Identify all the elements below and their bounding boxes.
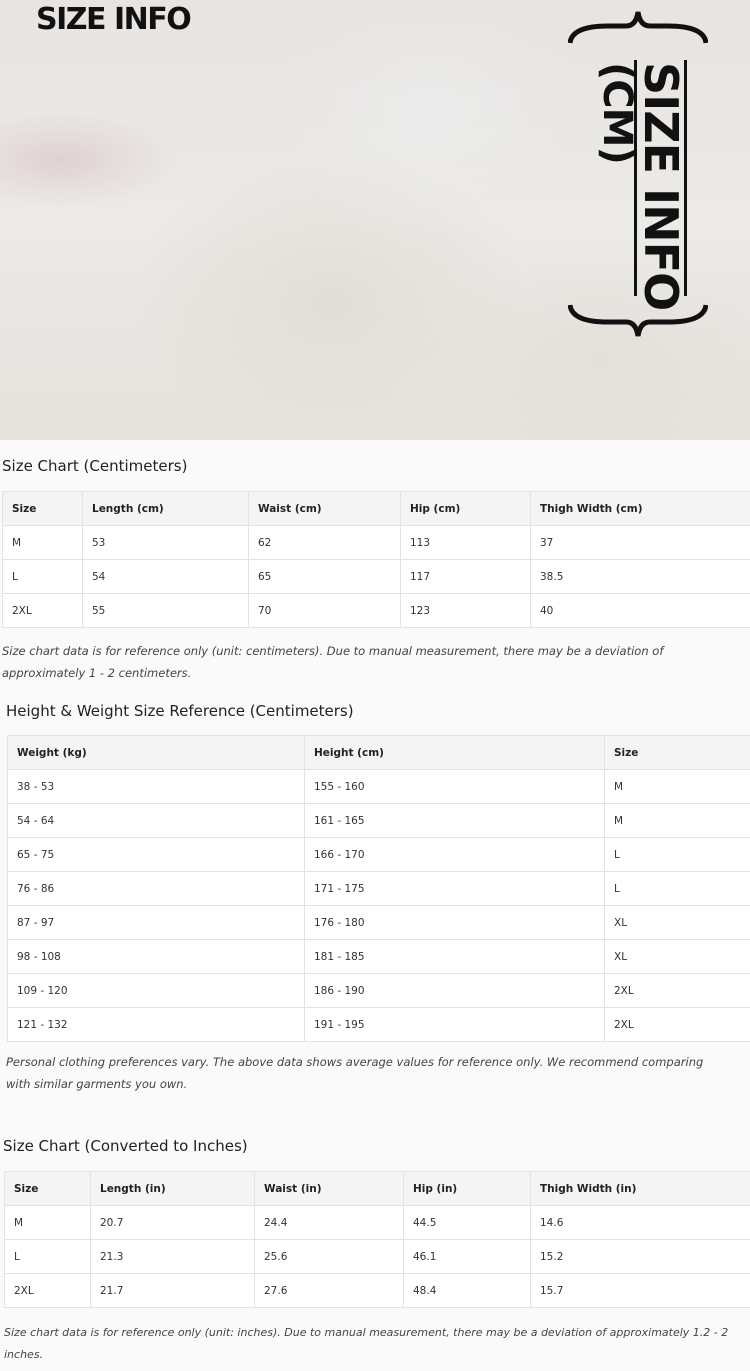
table-row [8, 872, 750, 906]
table-cell: 98 - 108 [8, 940, 305, 974]
table-row [8, 770, 750, 804]
table-row [8, 804, 750, 838]
table-cell: 121 - 132 [8, 1008, 305, 1042]
header-cell: Size [5, 1172, 91, 1206]
header-cell: Length (in) [91, 1172, 255, 1206]
table-row [8, 1008, 750, 1042]
inch-chart-title: Size Chart (Converted to Inches) [3, 1137, 248, 1155]
table-cell: 155 - 160 [305, 770, 605, 804]
table-cell: 109 - 120 [8, 974, 305, 1008]
table-cell: 76 - 86 [8, 872, 305, 906]
table-cell: XL [605, 940, 750, 974]
table-cell: 65 [249, 560, 401, 594]
table-cell: M [3, 526, 83, 560]
table-cell: 171 - 175 [305, 872, 605, 906]
inch-chart-note: Size chart data is for reference only (unit: inches). Due to manual measurement, there may be a deviation of approximately 1.2 - 2 inches. [4, 1326, 729, 1361]
table-cell: L [605, 872, 750, 906]
table-cell: 65 - 75 [8, 838, 305, 872]
header-cell: Height (cm) [305, 736, 605, 770]
table-cell: 54 - 64 [8, 804, 305, 838]
header-cell: Hip (in) [404, 1172, 531, 1206]
table-row [3, 560, 750, 594]
table-cell: M [605, 804, 750, 838]
table-row [3, 526, 750, 560]
table-cell: 27.6 [255, 1274, 404, 1308]
table-cell: 38.5 [531, 560, 750, 594]
table-cell: 2XL [3, 594, 83, 628]
table-cell: 181 - 185 [305, 940, 605, 974]
header-cell: Size [3, 492, 83, 526]
table-cell: 15.2 [531, 1240, 750, 1274]
table-row [8, 906, 750, 940]
table-cell: 53 [83, 526, 249, 560]
height-weight-table [7, 735, 750, 1042]
table-row [8, 940, 750, 974]
table-header-row [5, 1172, 750, 1206]
table-cell: 70 [249, 594, 401, 628]
table-cell: 24.4 [255, 1206, 404, 1240]
inch-size-table [4, 1171, 750, 1308]
table-cell: 38 - 53 [8, 770, 305, 804]
cm-size-table [2, 491, 750, 628]
hw-chart-title: Height & Weight Size Reference (Centimeters) [6, 702, 354, 720]
table-cell: 54 [83, 560, 249, 594]
top-brace-icon [568, 10, 708, 44]
table-cell: 2XL [605, 974, 750, 1008]
table-row [8, 974, 750, 1008]
table-cell: 2XL [605, 1008, 750, 1042]
table-cell: L [3, 560, 83, 594]
table-cell: 25.6 [255, 1240, 404, 1274]
table-cell: 117 [401, 560, 531, 594]
table-cell: M [605, 770, 750, 804]
header-cell: Waist (cm) [249, 492, 401, 526]
table-cell: 123 [401, 594, 531, 628]
table-cell: M [5, 1206, 91, 1240]
cm-chart-note: Size chart data is for reference only (unit: centimeters). Due to manual measurement, there may be a deviation of approximately 1 - 2 centimeters. [2, 644, 664, 680]
header-cell: Thigh Width (in) [531, 1172, 750, 1206]
table-row [3, 594, 750, 628]
table-cell: 21.7 [91, 1274, 255, 1308]
table-row [5, 1206, 750, 1240]
table-cell: 40 [531, 594, 750, 628]
table-cell: 46.1 [404, 1240, 531, 1274]
table-cell: 14.6 [531, 1206, 750, 1240]
table-cell: 15.7 [531, 1274, 750, 1308]
header-cell: Weight (kg) [8, 736, 305, 770]
table-cell: 37 [531, 526, 750, 560]
table-cell: 44.5 [404, 1206, 531, 1240]
hero-title: SIZE INFO [36, 2, 191, 37]
table-cell: 161 - 165 [305, 804, 605, 838]
header-cell: Size [605, 736, 750, 770]
table-cell: XL [605, 906, 750, 940]
table-row [5, 1240, 750, 1274]
table-cell: L [5, 1240, 91, 1274]
hw-chart-note: Personal clothing preferences vary. The above data shows average values for reference only. We recommend comparing with similar garments you own. [6, 1055, 704, 1091]
header-cell: Thigh Width (cm) [531, 492, 750, 526]
table-header-row [8, 736, 750, 770]
table-cell: 62 [249, 526, 401, 560]
table-row [8, 838, 750, 872]
table-cell: 166 - 170 [305, 838, 605, 872]
vertical-title: SIZE INFO [634, 62, 688, 311]
table-cell: L [605, 838, 750, 872]
header-cell: Length (cm) [83, 492, 249, 526]
table-header-row [3, 492, 750, 526]
table-cell: 20.7 [91, 1206, 255, 1240]
table-cell: 113 [401, 526, 531, 560]
cm-chart-title: Size Chart (Centimeters) [2, 457, 188, 475]
table-row [5, 1274, 750, 1308]
table-cell: 21.3 [91, 1240, 255, 1274]
table-cell: 186 - 190 [305, 974, 605, 1008]
header-cell: Waist (in) [255, 1172, 404, 1206]
table-cell: 55 [83, 594, 249, 628]
table-cell: 87 - 97 [8, 906, 305, 940]
hero-banner [0, 0, 750, 440]
header-cell: Hip (cm) [401, 492, 531, 526]
table-cell: 2XL [5, 1274, 91, 1308]
vertical-unit: (CM) [594, 62, 640, 164]
table-cell: 48.4 [404, 1274, 531, 1308]
table-cell: 191 - 195 [305, 1008, 605, 1042]
table-cell: 176 - 180 [305, 906, 605, 940]
